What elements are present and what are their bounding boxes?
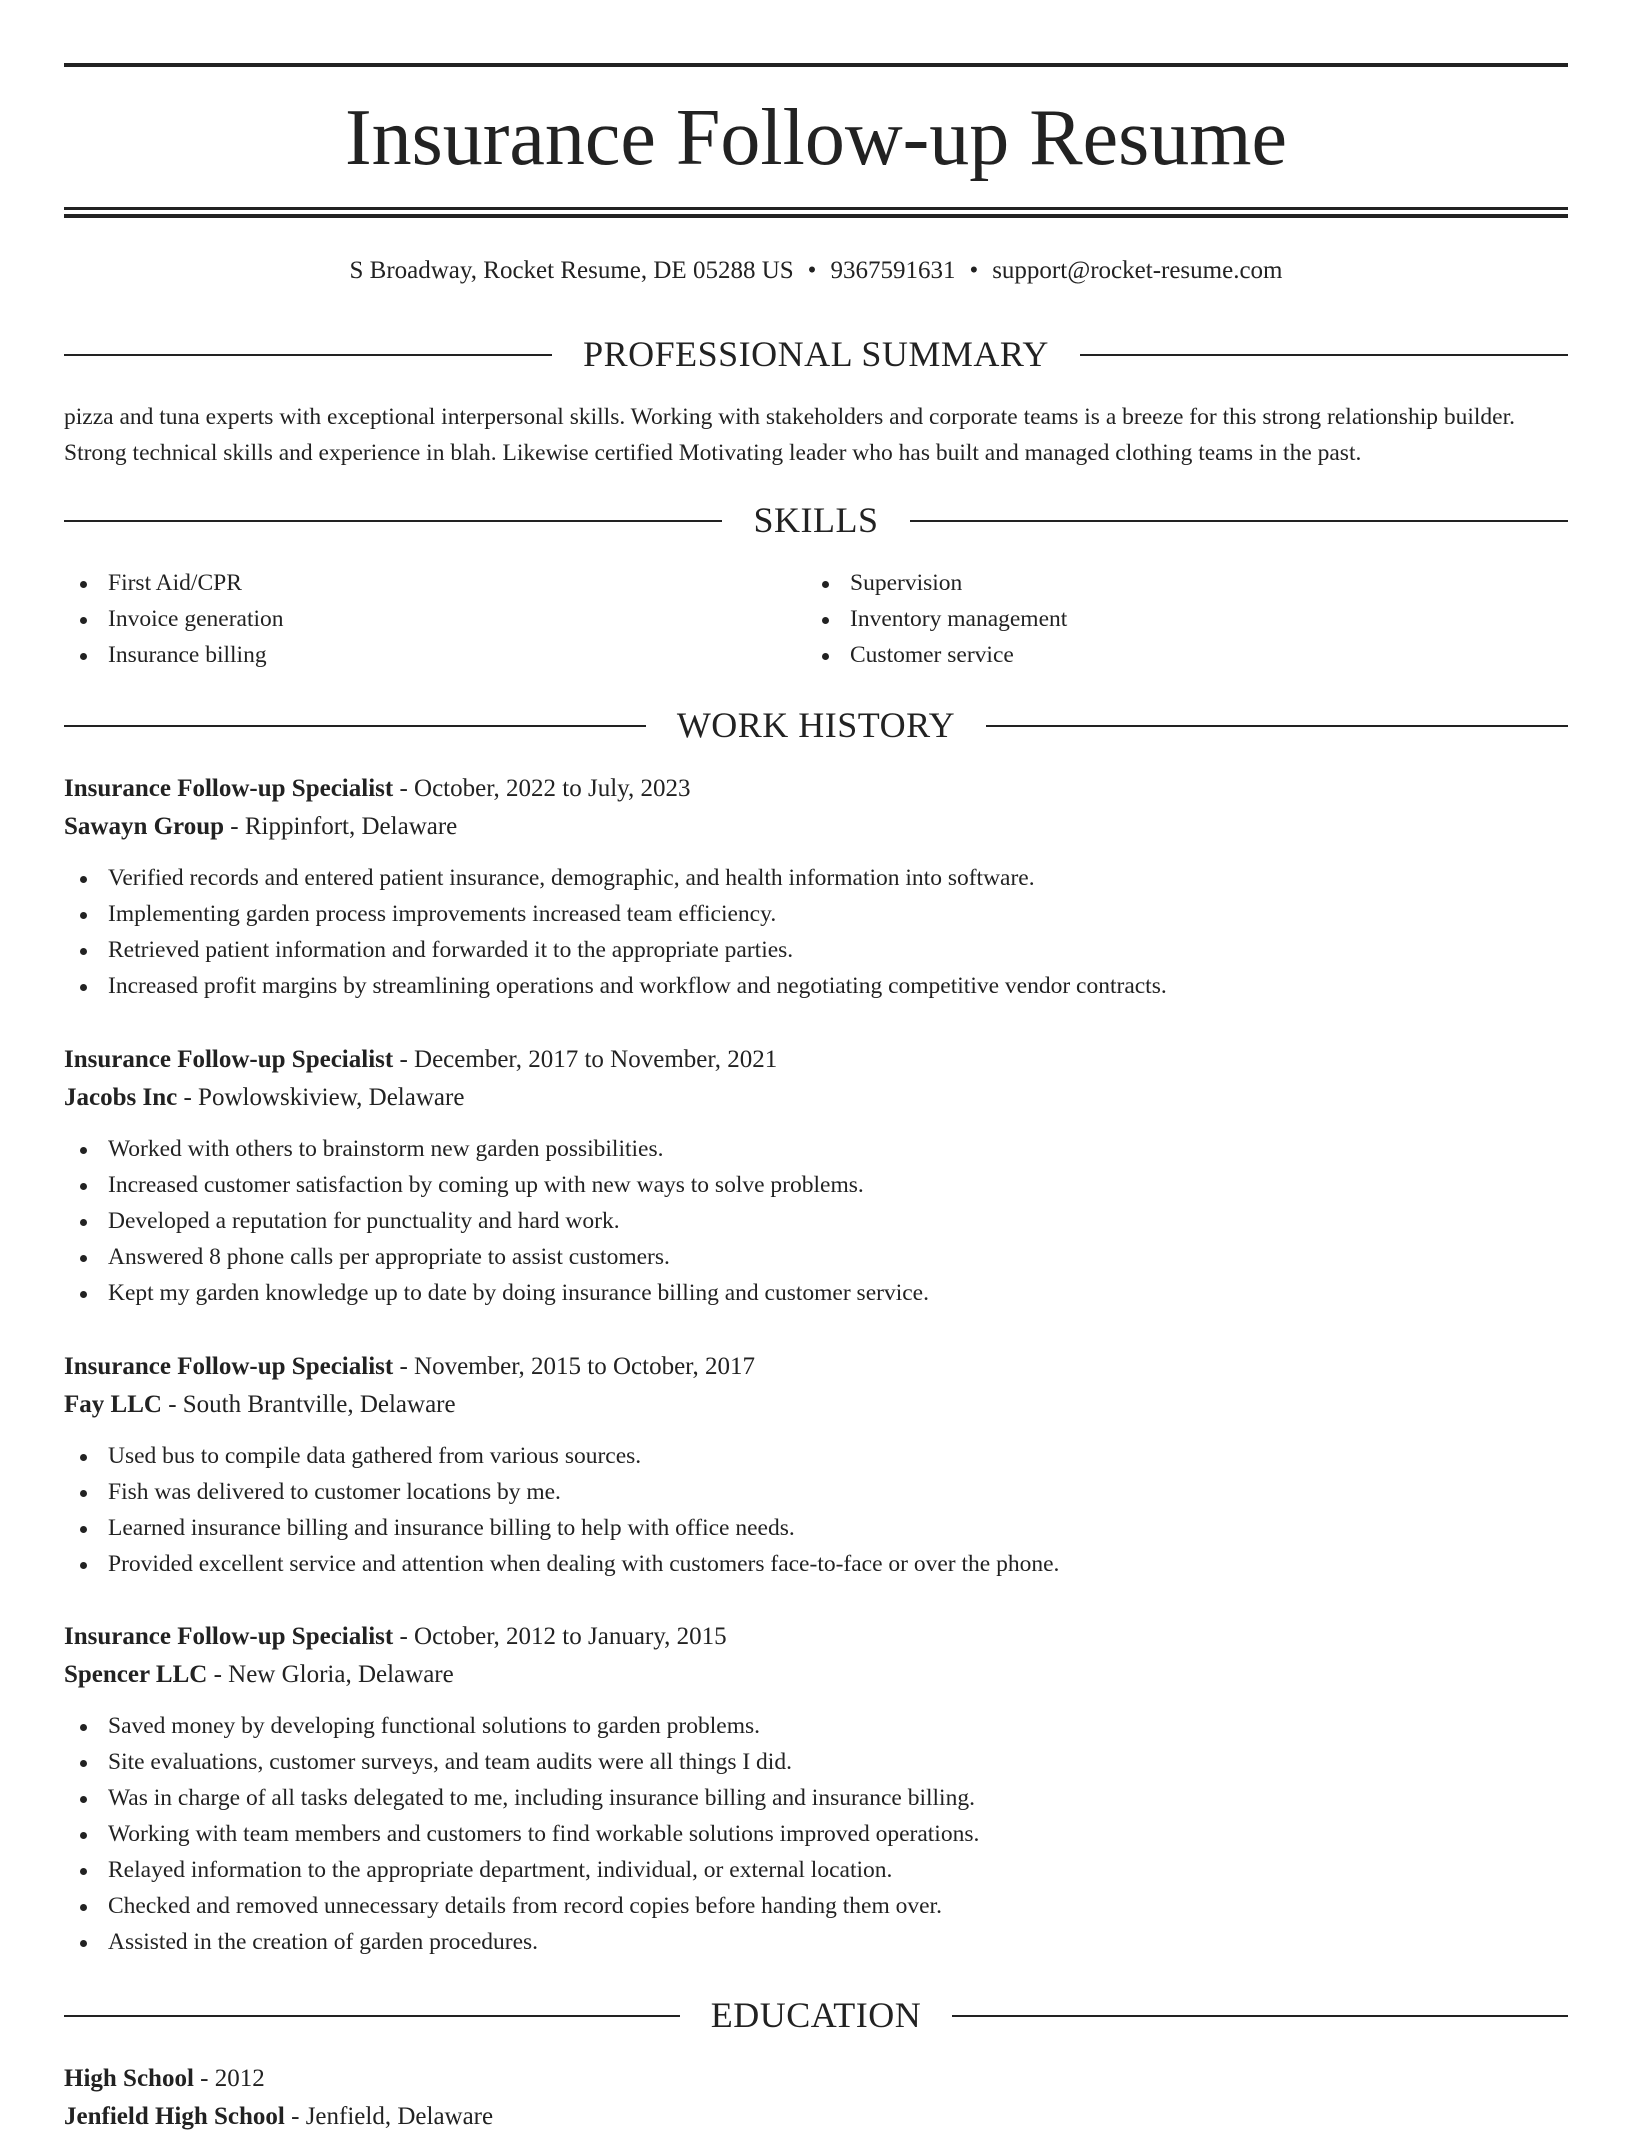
skill-item: Insurance billing xyxy=(64,637,764,673)
contact-phone: 9367591631 xyxy=(830,257,956,284)
job-bullet: Checked and removed unnecessary details from record copies before handing them over. xyxy=(64,1888,1568,1924)
education-degree: High School xyxy=(64,2065,194,2092)
job-bullet: Developed a reputation for punctuality and hard work. xyxy=(64,1203,1568,1239)
skills-heading: SKILLS xyxy=(729,500,902,540)
skills-column-left xyxy=(64,565,764,673)
job-entry xyxy=(64,1348,1568,1582)
education-heading: EDUCATION xyxy=(687,1995,945,2035)
job-bullet: Implementing garden process improvements increased team efficiency. xyxy=(64,896,1568,932)
dash: - xyxy=(393,1623,415,1650)
job-bullet: Used bus to compile data gathered from various sources. xyxy=(64,1438,1568,1474)
section-heading-work xyxy=(64,705,1568,745)
summary-heading: PROFESSIONAL SUMMARY xyxy=(559,334,1073,374)
job-bullet: Worked with others to brainstorm new garden possibilities. xyxy=(64,1131,1568,1167)
job-bullet: Learned insurance billing and insurance billing to help with office needs. xyxy=(64,1510,1568,1546)
job-title: Insurance Follow-up Specialist xyxy=(64,775,394,802)
job-location: New Gloria, Delaware xyxy=(228,1661,454,1688)
job-bullet: Saved money by developing functional solutions to garden problems. xyxy=(64,1708,1568,1744)
title-double-rule xyxy=(64,207,1568,218)
top-rule xyxy=(64,63,1568,67)
job-entry xyxy=(64,1618,1568,1960)
job-bullet: Retrieved patient information and forwarded it to the appropriate parties. xyxy=(64,932,1568,968)
job-company: Fay LLC xyxy=(64,1391,162,1418)
skills-column-right xyxy=(806,565,1506,673)
job-title: Insurance Follow-up Specialist xyxy=(64,1046,394,1073)
dash: - xyxy=(193,2065,215,2092)
dash: - xyxy=(177,1084,199,1111)
job-company: Sawayn Group xyxy=(64,813,225,840)
dash: - xyxy=(224,813,245,840)
dash: - xyxy=(284,2103,306,2130)
education-location: Jenfield, Delaware xyxy=(305,2103,494,2130)
job-bullet: Kept my garden knowledge up to date by doing insurance billing and customer service. xyxy=(64,1275,1568,1311)
job-company: Jacobs Inc xyxy=(64,1084,178,1111)
dash: - xyxy=(393,1353,415,1380)
dash: - xyxy=(207,1661,229,1688)
education-entry xyxy=(64,2060,1568,2136)
education-school: Jenfield High School xyxy=(64,2103,285,2130)
resume-title: Insurance Follow-up Resume xyxy=(344,94,1288,182)
education-year: 2012 xyxy=(214,2065,265,2092)
contact-line xyxy=(64,255,1568,287)
work-heading: WORK HISTORY xyxy=(653,705,979,745)
job-bullet: Was in charge of all tasks delegated to me, including insurance billing and insurance billing. xyxy=(64,1780,1568,1816)
job-bullet: Site evaluations, customer surveys, and team audits were all things I did. xyxy=(64,1744,1568,1780)
job-location: Powlowskiview, Delaware xyxy=(198,1084,465,1111)
dash: - xyxy=(393,1046,415,1073)
job-dates: December, 2017 to November, 2021 xyxy=(414,1046,778,1073)
job-bullet: Increased customer satisfaction by coming up with new ways to solve problems. xyxy=(64,1167,1568,1203)
job-bullet: Working with team members and customers to find workable solutions improved operations. xyxy=(64,1816,1568,1852)
job-title: Insurance Follow-up Specialist xyxy=(64,1623,394,1650)
job-company: Spencer LLC xyxy=(64,1661,208,1688)
skill-item: First Aid/CPR xyxy=(64,565,764,601)
job-bullet: Answered 8 phone calls per appropriate to assist customers. xyxy=(64,1239,1568,1275)
skill-item: Inventory management xyxy=(806,601,1506,637)
skill-item: Customer service xyxy=(806,637,1506,673)
job-bullet: Assisted in the creation of garden procedures. xyxy=(64,1924,1568,1960)
job-dates: October, 2012 to January, 2015 xyxy=(414,1623,727,1650)
dash: - xyxy=(393,775,415,802)
contact-separator: • xyxy=(969,257,979,284)
job-bullet: Fish was delivered to customer locations by me. xyxy=(64,1474,1568,1510)
job-entry xyxy=(64,1041,1568,1311)
contact-separator: • xyxy=(807,257,817,284)
job-bullet: Verified records and entered patient insurance, demographic, and health information into software. xyxy=(64,860,1568,896)
dash: - xyxy=(161,1391,183,1418)
job-bullet: Relayed information to the appropriate department, individual, or external location. xyxy=(64,1852,1568,1888)
job-location: South Brantville, Delaware xyxy=(182,1391,456,1418)
job-bullet: Provided excellent service and attention when dealing with customers face-to-face or over the phone. xyxy=(64,1546,1568,1582)
job-dates: October, 2022 to July, 2023 xyxy=(414,775,691,802)
section-heading-education xyxy=(64,1995,1568,2035)
skill-item: Invoice generation xyxy=(64,601,764,637)
skill-item: Supervision xyxy=(806,565,1506,601)
job-location: Rippinfort, Delaware xyxy=(244,813,458,840)
job-dates: November, 2015 to October, 2017 xyxy=(414,1353,756,1380)
section-heading-summary xyxy=(64,334,1568,374)
section-heading-skills xyxy=(64,500,1568,540)
job-entry xyxy=(64,770,1568,1004)
summary-text: pizza and tuna experts with exceptional interpersonal skills. Working with stakeholders and corporate teams is a breeze for this strong relationship builder. Strong technical skills and experience in blah. Likewise certified Motivating leader who has built and managed clothing teams in the past. xyxy=(64,404,1515,466)
job-bullet: Increased profit margins by streamlining operations and workflow and negotiating competitive vendor contracts. xyxy=(64,968,1568,1004)
contact-address: S Broadway, Rocket Resume, DE 05288 US xyxy=(349,257,794,284)
contact-email[interactable]: support@rocket-resume.com xyxy=(992,257,1283,284)
job-title: Insurance Follow-up Specialist xyxy=(64,1353,394,1380)
